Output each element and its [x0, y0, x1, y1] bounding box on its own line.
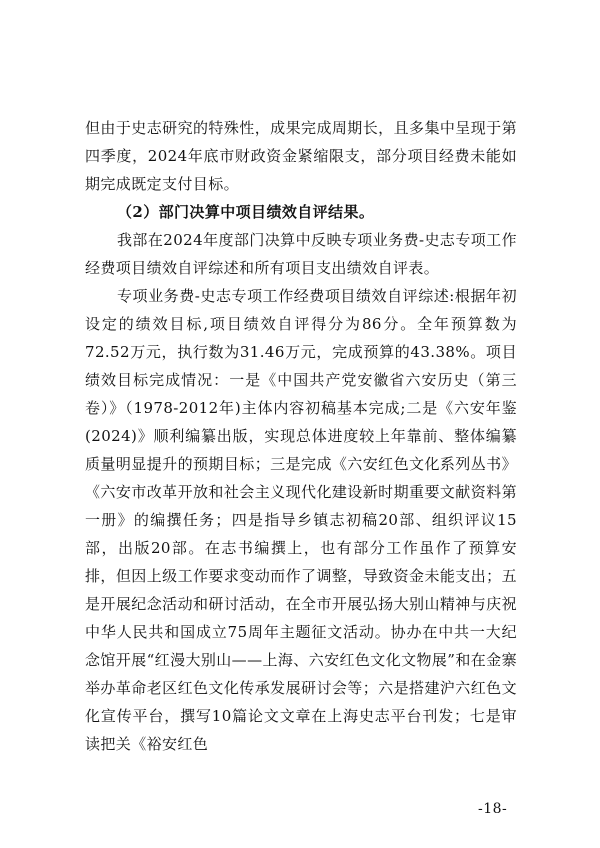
- page-number: -18-: [478, 801, 508, 817]
- paragraph-self-evaluation-summary: 专项业务费-史志专项工作经费项目绩效自评综述:根据年初设定的绩效目标,项目绩效自评得分为86分。全年预算数为72.52万元，执行数为31.46万元，完成预算的43.38%。项目绩效目标完成情况：一是《中国共产党安徽省六安历史（第三卷）》（1978-2012年)主体内容初稿基本完成;二是《六安年鉴(2024)》顺利编纂出版，实现总体进度较上年靠前、整体编纂质量明显提升的预期目标；三是完成《六安红色文化系列丛书》《六安市改革开放和社会主义现代化建设新时期重要文献资料第一册》的编撰任务；四是指导乡镇志初稿20部、组织评议15部，出版20部。在志书编撰上，也有部分工作虽作了预算安排，但因上级工作要求变动而作了调整，导致资金未能支出；五是开展纪念活动和研讨活动，在全市开展弘扬大别山精神与庆祝中华人民共和国成立75周年主题征文活动。协办在中共一大纪念馆开展“红漫大别山——上海、六安红色文化文物展”和在金寨举办革命老区红色文化传承发展研讨会等；六是搭建沪六红色文化宣传平台，撰写10篇论文文章在上海史志平台刊发；七是审读把关《裕安红色: [85, 287, 517, 753]
- paragraph-final-accounts: 我部在2024年度部门决算中反映专项业务费-史志专项工作经费项目绩效自评综述和所有项目支出绩效自评表。: [85, 231, 517, 277]
- section-heading: （2）部门决算中项目绩效自评结果。: [117, 203, 375, 221]
- page-body: [85, 114, 517, 758]
- paragraph-continuation: 但由于史志研究的特殊性，成果完成周期长，且多集中呈现于第四季度，2024年底市财政资金紧缩限支，部分项目经费未能如期完成既定支付目标。: [85, 119, 517, 193]
